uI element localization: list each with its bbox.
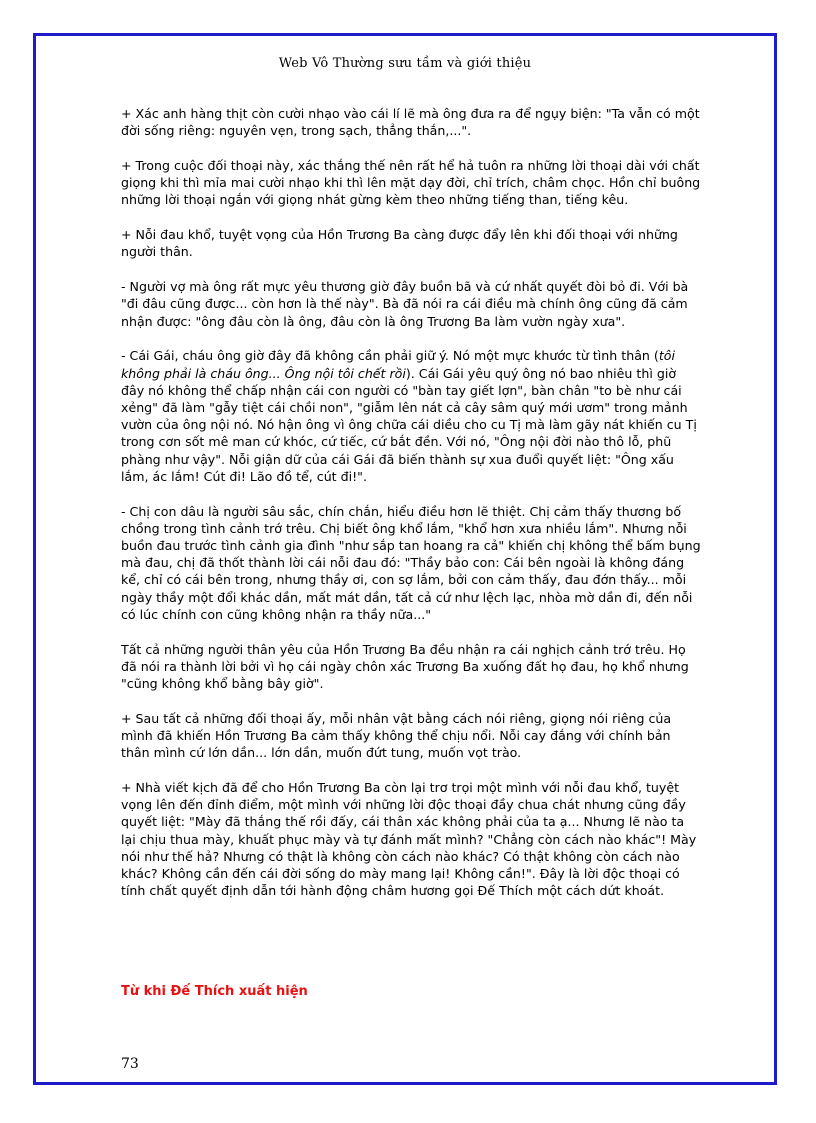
paragraph-wife: - Người vợ mà ông rất mực yêu thương giờ đây buồn bã và cứ nhất quyết đòi bỏ đi. Với bà "đi đâu cũng được... còn hơn là thế này". Bà đã nói ra cái điều mà chính ông cũng đã cảm nhận được: "ông đâu còn là ông, đâu còn là ông Trương Ba làm vườn ngày xưa". <box>121 279 689 329</box>
paragraph-monologue: + Nhà viết kịch đã để cho Hồn Trương Ba còn lại trơ trọi một mình với nỗi đau khổ, tuyệt vọng lên đến đỉnh điểm, một mình với những lời độc thoại đầy chua chát nhưng cũng đầy quyết liệt: "Mày đã thắng thế rồi đấy, cái thân xác không phải của ta ạ... Nhưng lẽ nào ta lại chịu thua mày, khuất phục mày và tự đánh mất mình? "Chẳng còn cách nào khác"! Mày nói như thế hả? Nhưng có thật là không còn cách nào khác? Có thật không còn cách nào khác? Không cần đến cái đời sống do mày mang lại! Không cần!". Đây là lời độc thoại có tính chất quyết định dẫn tới hành động châm hương gọi Đế Thích một cách dứt khoát. <box>121 780 697 899</box>
paragraph-grandchild <box>121 347 701 485</box>
paragraph-dialogue: + Trong cuộc đối thoại này, xác thắng thế nên rất hể hả tuôn ra những lời thoại dài với chất giọng khi thì mỉa mai cười nhạo khi thì lên mặt dạy đời, chỉ trích, châm chọc. Hồn chỉ buông những lời thoại ngắn với giọng nhát gừng kèm theo những tiếng than, tiếng kêu. <box>121 158 701 208</box>
grandchild-italic-quote: tôi không phải là cháu ông... Ông nội tôi chết rồi <box>121 348 675 381</box>
document-body <box>121 105 701 917</box>
paragraph-family-summary: Tất cả những người thân yêu của Hồn Trương Ba đều nhận ra cái nghịch cảnh trớ trêu. Họ đã nói ra thành lời bởi vì họ cái ngày chôn xác Trương Ba xuống đất họ đau, họ khổ nhưng "cũng không khổ bằng bây giờ". <box>121 641 689 692</box>
paragraph-butcher-body: + Xác anh hàng thịt còn cười nhạo vào cái lí lẽ mà ông đưa ra để ngụy biện: "Ta vẫn có một đời sống riêng: nguyên vẹn, trong sạch, thẳng thắn,...". <box>121 106 700 139</box>
paragraph-despair: + Nỗi đau khổ, tuyệt vọng của Hồn Trương Ba càng được đẩy lên khi đối thoại với những người thân. <box>121 227 678 260</box>
page-frame <box>33 33 777 1085</box>
grandchild-text-end: ). Cái Gái yêu quý ông nó bao nhiêu thì giờ đây nó không thể chấp nhận cái con người có "bàn tay giết lợn", bàn chân "to bè như cái xẻng" đã làm "gẫy tiệt cái chồi non", "giẫm lên nát cả cây sâm quý mới ươm" trong mảnh vườn của ông nội nó. Nó hận ông vì ông chữa cái diều cho cu Tị mà làm gãy nát khiến cu Tị trong cơn sốt mê man cứ khóc, cứ tiếc, cứ bắt đền. Với nó, "Ông nội đời nào thô lỗ, phũ phàng như vậy". Nỗi giận dữ của cái Gái đã biến thành sự xua đuổi quyết liệt: "Ông xấu lắm, ác lắm! Cút đi! Lão đồ tể, cút đi!". <box>121 365 697 484</box>
page-number: 73 <box>121 1056 139 1072</box>
grandchild-text-start: - Cái Gái, cháu ông giờ đây đã không cần phải giữ ý. Nó một mực khước từ tình thân ( <box>121 348 659 364</box>
paragraph-daughter-in-law: - Chị con dâu là người sâu sắc, chín chắn, hiểu điều hơn lẽ thiệt. Chị cảm thấy thương bố chồng trong tình cảnh trớ trêu. Chị biết ông khổ lắm, "khổ hơn xưa nhiều lắm". Nhưng nỗi buồn đau trước tình cảnh gia đình "như sắp tan hoang ra cả" khiến chị không thể bấm bụng mà đau, chị đã thốt thành lời cái nỗi đau đó: "Thầy bảo con: Cái bên ngoài là không đáng kể, chỉ có cái bên trong, nhưng thầy ơi, con sợ lắm, bởi con cảm thấy, đau đớn thấy... mỗi ngày thầy một đổi khác dần, mất mát dần, tất cả cứ như lệch lạc, nhòa mờ dần đi, đến nỗi có lúc chính con cũng không nhận ra thầy nữa..." <box>121 503 701 622</box>
section-heading: Từ khi Đế Thích xuất hiện <box>121 984 308 999</box>
page-header: Web Vô Thường sưu tầm và giới thiệu <box>278 56 532 71</box>
paragraph-after-dialogues: + Sau tất cả những đối thoại ấy, mỗi nhân vật bằng cách nói riêng, giọng nói riêng của mình đã khiến Hồn Trương Ba cảm thấy không thể chịu nổi. Nỗi cay đắng với chính bản thân mình cứ lớn dần... lớn dần, muốn đứt tung, muốn vọt trào. <box>121 710 672 761</box>
